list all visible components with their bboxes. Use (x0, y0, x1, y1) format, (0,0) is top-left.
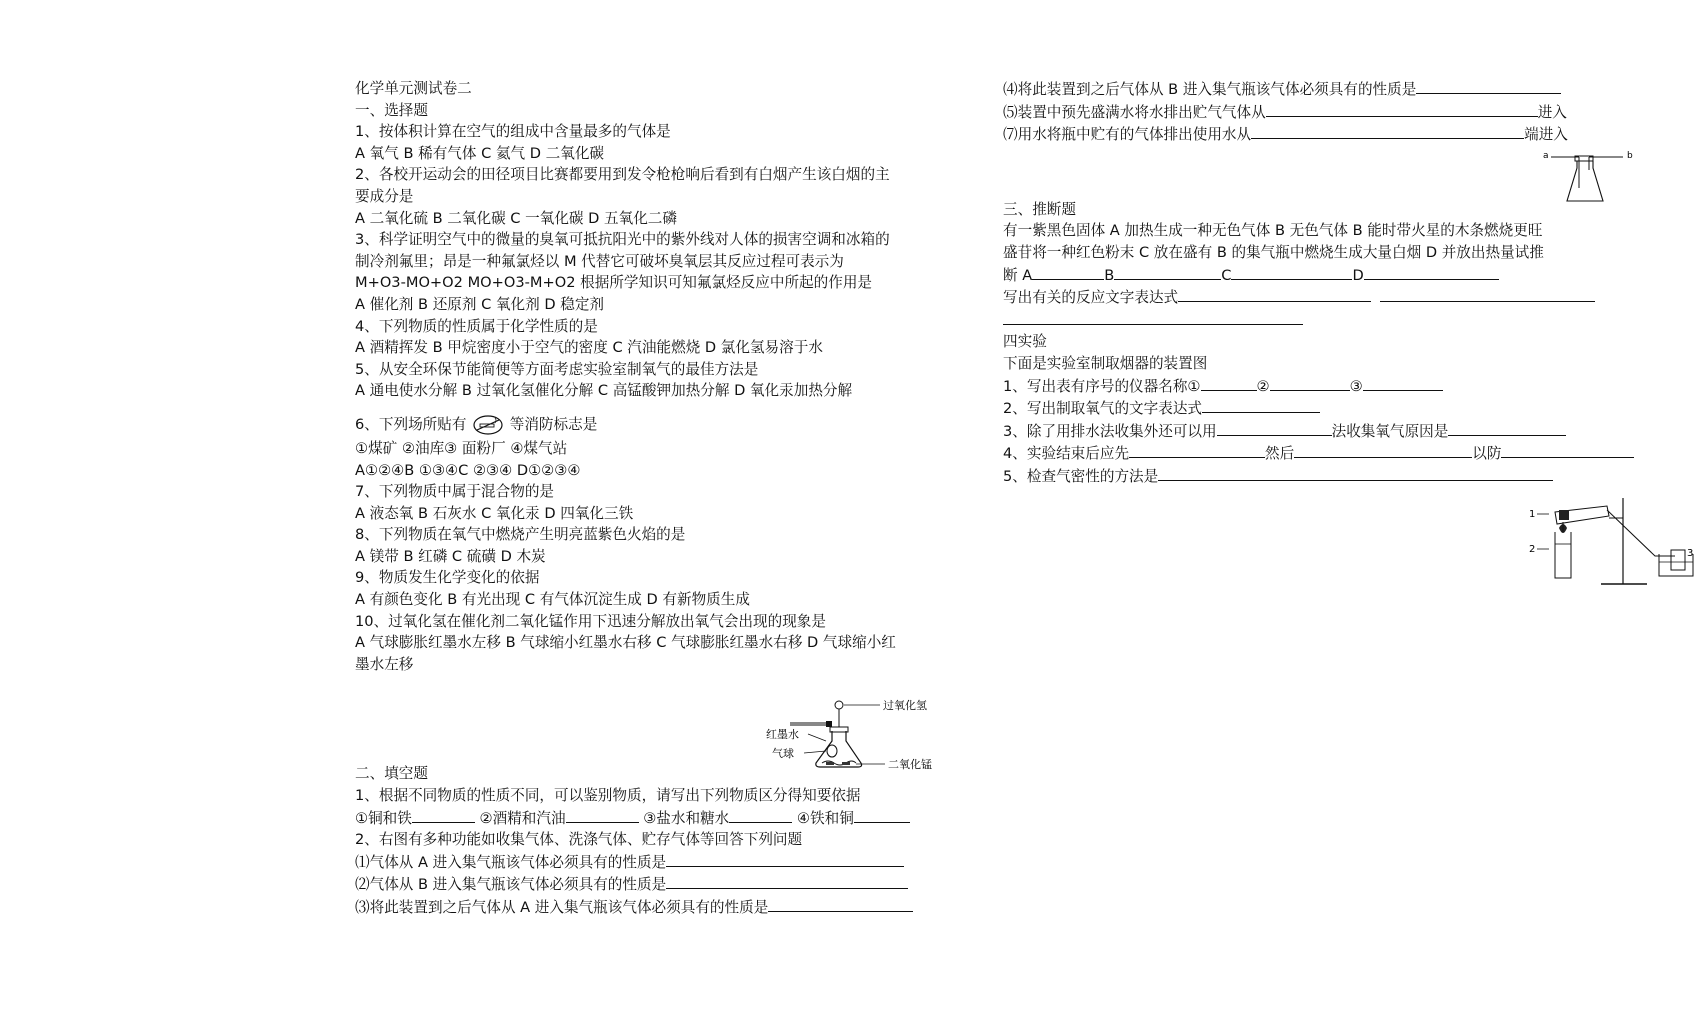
q10-text: 10、过氧化氢在催化剂二氧化锰作用下迅速分解放出氧气会出现的现象是 (355, 612, 826, 630)
answer-blank[interactable] (1201, 375, 1257, 391)
exp-q2 (1003, 397, 1631, 420)
label-a: a (1543, 151, 1549, 161)
fill-q1-text: 1、根据不同物质的性质不同，可以鉴别物质，请写出下列物质区分得知要依据 (355, 787, 861, 805)
fill-q2-7 (1003, 123, 1631, 146)
exp-q4 (1003, 442, 1631, 465)
section3-heading: 三、推断题 (1003, 200, 1076, 218)
q7-text: 7、下列物质中属于混合物的是 (355, 483, 555, 501)
fill-q1-d: ④铁和铜 (796, 809, 854, 827)
exp-q1-c-label: ③ (1349, 377, 1363, 395)
q2-options: A 二氧化硫 B 二氧化碳 C 一氧化碳 D 五氧化二磷 (355, 209, 677, 227)
fill-q2-3-label: ⑶将此装置到之后气体从 A 进入集气瓶该气体必须具有的性质是 (355, 899, 769, 916)
answer-blank[interactable] (1217, 420, 1332, 436)
right-column (1003, 78, 1631, 488)
oxygen-apparatus-figure (1525, 496, 1694, 592)
answer-blank[interactable] (1114, 264, 1221, 280)
page-title: 化学单元测试卷二 (355, 80, 472, 97)
exp-q3 (1003, 420, 1631, 443)
fill-q2-5 (1003, 101, 1631, 124)
q2-text-b: 要成分是 (355, 187, 414, 205)
answer-blank[interactable] (854, 807, 910, 823)
exp-q3-label: 3、除了用排水法收集外还可以用 (1003, 422, 1217, 440)
answer-blank[interactable] (1501, 442, 1634, 458)
q2-text-a: 2、各校开运动会的田径项目比赛都要用到发令枪枪响后看到有白烟产生该白烟的主 (355, 166, 890, 184)
answer-blank[interactable] (1032, 264, 1104, 280)
answer-blank[interactable] (1364, 264, 1499, 280)
section3-blank-line (1003, 309, 1631, 332)
section3-p3 (1003, 264, 1631, 287)
fill-q1-items (355, 807, 975, 830)
fill-q2-4-label: ⑷将此装置到之后气体从 B 进入集气瓶该气体必须具有的性质是 (1003, 81, 1417, 98)
q6-text-post: 等消防标志是 (509, 415, 598, 433)
fill-q2-2 (355, 873, 975, 896)
q7-options: A 液态氧 B 石灰水 C 氧化汞 D 四氧化三铁 (355, 504, 634, 522)
fill-q2-text: 2、右图有多种功能如收集气体、洗涤气体、贮存气体等回答下列问题 (355, 831, 803, 849)
infer-b-label: B (1104, 266, 1115, 284)
answer-blank[interactable] (1231, 264, 1352, 280)
q5-text: 5、从安全环保节能简便等方面考虑实验室制氧气的最佳方法是 (355, 360, 759, 378)
section4-intro: 下面是实验室制取烟器的装置图 (1003, 354, 1208, 372)
label-h2o2: 过氧化氢 (883, 699, 927, 712)
answer-blank[interactable] (412, 807, 475, 823)
answer-blank[interactable] (1251, 123, 1524, 139)
exp-q4-c-label: 以防 (1472, 445, 1502, 463)
exp-q2-label: 2、写出制取氧气的文字表达式 (1003, 400, 1203, 418)
section1-heading: 一、选择题 (355, 101, 428, 119)
answer-blank[interactable] (1270, 375, 1350, 391)
q10-options-a: A 气球膨胀红墨水左移 B 气球缩小红墨水右移 C 气球膨胀红墨水右移 D 气球缩小红 (355, 634, 896, 652)
fill-q2-1 (355, 851, 975, 874)
answer-blank[interactable] (1178, 286, 1371, 302)
label-red-ink: 红墨水 (766, 728, 799, 741)
q6-items: ①煤矿 ②油库③ 面粉厂 ④煤气站 (355, 439, 568, 457)
label-balloon: 气球 (772, 747, 794, 760)
fill-q2-1-label: ⑴气体从 A 进入集气瓶该气体必须具有的性质是 (355, 853, 667, 871)
label-3: 3 (1687, 548, 1694, 559)
section3-p4 (1003, 286, 1631, 309)
q6-text (355, 414, 975, 436)
infer-d-label: D (1352, 266, 1364, 284)
fill-q2-5-end: 进入 (1537, 103, 1567, 121)
q5-options: A 通电使水分解 B 过氧化氢催化分解 C 高锰酸钾加热分解 D 氧化汞加热分解 (355, 382, 853, 400)
fill-q1-c: ③盐水和糖水 (643, 809, 730, 827)
section3-p2: 盛苷将一种红色粉末 C 放在盛有 B 的集气瓶中燃烧生成大量白烟 D 并放出热量试推 (1003, 243, 1544, 261)
exp-q5-label: 5、检查气密性的方法是 (1003, 467, 1159, 485)
fill-q2-3 (355, 896, 975, 919)
fill-q2-4 (1003, 78, 1631, 101)
answer-blank[interactable] (1416, 78, 1561, 94)
exp-q1-b-label: ② (1256, 377, 1270, 395)
q3-options: A 催化剂 B 还原剂 C 氧化剂 D 稳定剂 (355, 295, 605, 313)
gas-bottle-figure (1535, 148, 1635, 204)
answer-blank[interactable] (1158, 465, 1553, 481)
q3-text-a: 3、科学证明空气中的微量的臭氧可抵抗阳光中的紫外线对人体的损害空调和冰箱的 (355, 231, 890, 249)
q1-text: 1、按体积计算在空气的组成中含量最多的气体是 (355, 123, 671, 141)
balloon-flask-figure (760, 693, 970, 773)
q3-text-c: M+O3-MO+O2 MO+O3-M+O2 根据所学知识可知氟氯烃反应中所起的作用是 (355, 274, 873, 292)
answer-blank[interactable] (1363, 375, 1443, 391)
answer-blank[interactable] (768, 896, 913, 912)
fill-q2-7-label: ⑺用水将瓶中贮有的气体排出使用水从 (1003, 126, 1252, 144)
fill-q2-7-end: 端进入 (1524, 126, 1568, 144)
answer-blank[interactable] (1129, 442, 1265, 458)
answer-blank[interactable] (1448, 420, 1566, 436)
q1-options: A 氧气 B 稀有气体 C 氦气 D 二氧化碳 (355, 144, 605, 162)
answer-blank[interactable] (1380, 286, 1595, 302)
answer-blank[interactable] (1266, 101, 1538, 117)
answer-blank[interactable] (1202, 397, 1320, 413)
fill-q2-2-label: ⑵气体从 B 进入集气瓶该气体必须具有的性质是 (355, 876, 667, 894)
q3-text-b: 制冷剂氟里；昂是一种氟氯烃以 M 代替它可破坏臭氧层其反应过程可表示为 (355, 252, 844, 270)
q4-text: 4、下列物质的性质属于化学性质的是 (355, 317, 598, 335)
infer-c-label: C (1221, 266, 1232, 284)
q8-options: A 镁带 B 红磷 C 硫磺 D 木炭 (355, 547, 546, 565)
exp-q1-label: 1、写出表有序号的仪器名称① (1003, 377, 1201, 395)
label-2: 2 (1529, 544, 1536, 555)
label-mno2: 二氧化锰 (888, 758, 932, 771)
label-1: 1 (1529, 509, 1536, 520)
exp-q1 (1003, 375, 1631, 398)
q6-text-pre: 6、下列场所贴有 (355, 415, 467, 433)
infer-a-label: 断 A (1003, 266, 1033, 284)
q6-options: A①②④B ①③④C ②③④ D①②③④ (355, 461, 581, 479)
no-smoking-icon (471, 414, 505, 436)
answer-blank[interactable] (566, 807, 639, 823)
fill-q1-a: ①铜和铁 (355, 809, 412, 827)
q9-text: 9、物质发生化学变化的依据 (355, 569, 540, 587)
answer-blank[interactable] (1003, 309, 1303, 325)
answer-blank[interactable] (666, 873, 908, 889)
answer-blank[interactable] (1294, 442, 1472, 458)
label-b: b (1627, 151, 1633, 161)
q9-options: A 有颜色变化 B 有光出现 C 有气体沉淀生成 D 有新物质生成 (355, 591, 750, 609)
section4-heading: 四实验 (1003, 333, 1047, 351)
exp-q3-b-label: 法收集氧气原因是 (1331, 422, 1449, 440)
section3-p4-label: 写出有关的反应文字表达式 (1003, 289, 1179, 307)
exp-q4-b-label: 然后 (1265, 445, 1295, 463)
q4-options: A 酒精挥发 B 甲烷密度小于空气的密度 C 汽油能燃烧 D 氯化氢易溶于水 (355, 339, 823, 357)
answer-blank[interactable] (666, 851, 904, 867)
q8-text: 8、下列物质在氧气中燃烧产生明亮蓝紫色火焰的是 (355, 526, 686, 544)
left-column (355, 78, 975, 919)
exp-q4-label: 4、实验结束后应先 (1003, 445, 1130, 463)
fill-q2-5-label: ⑸装置中预先盛满水将水排出贮气气体从 (1003, 103, 1266, 121)
section2-heading: 二、填空题 (355, 765, 428, 783)
answer-blank[interactable] (729, 807, 792, 823)
q10-options-b: 墨水左移 (355, 655, 414, 673)
section3-p1: 有一紫黑色固体 A 加热生成一种无色气体 B 无色气体 B 能时带火星的木条燃烧更旺 (1003, 222, 1543, 240)
exp-q5 (1003, 465, 1631, 488)
fill-q1-b: ②酒精和汽油 (479, 809, 566, 827)
